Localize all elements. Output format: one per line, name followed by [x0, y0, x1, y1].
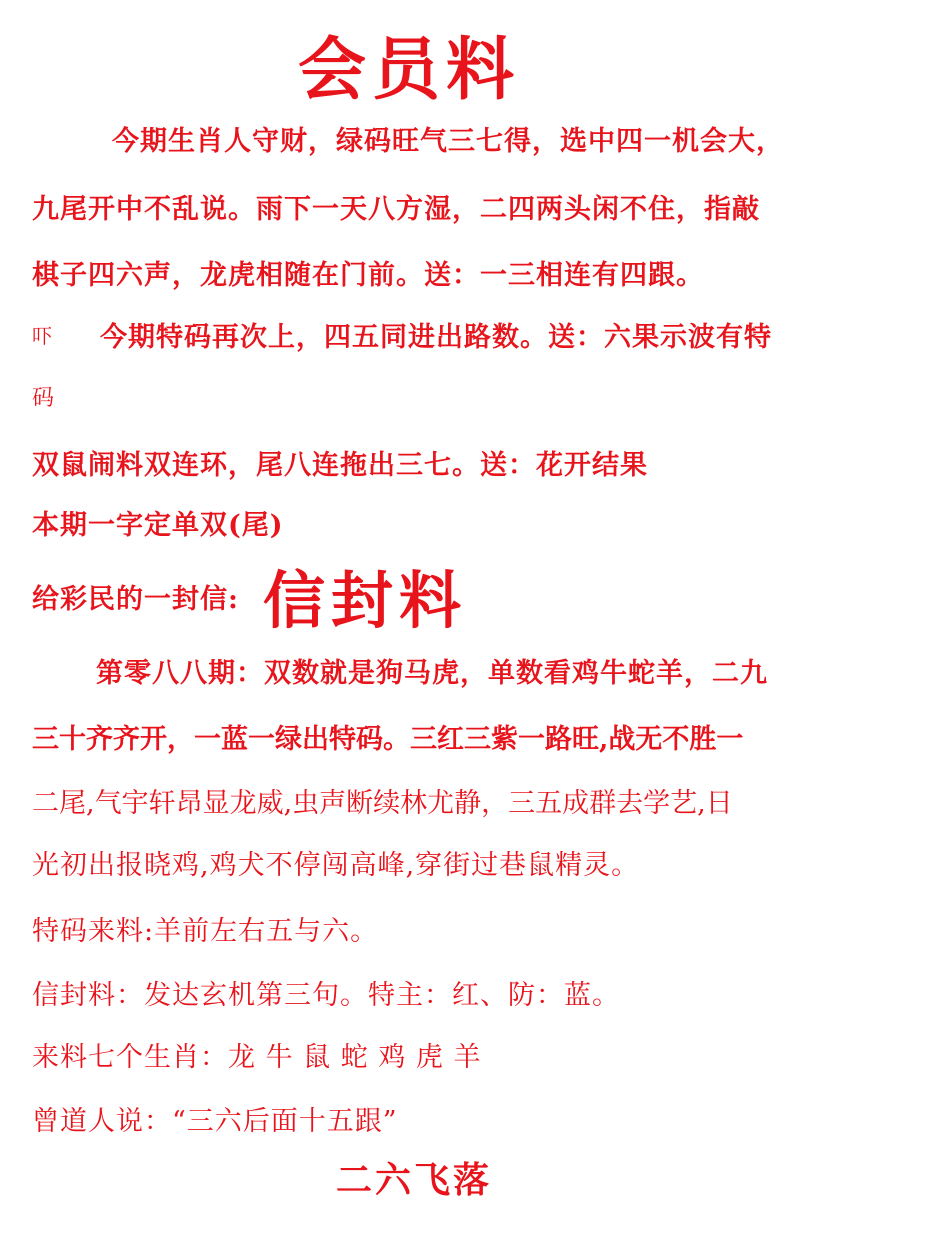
letter-title: 信封料 [262, 564, 467, 637]
letter-heading [32, 564, 467, 637]
member-line-7: 本期一字定单双(尾) [32, 510, 284, 541]
member-line-4-prefix: 吓 [32, 324, 53, 348]
letter-line-3: 二尾,气宇轩昂显龙威,虫声断续林尤静，三五成群去学艺,日 [32, 788, 733, 819]
letter-line-7: 来料七个生肖：龙 牛 鼠 蛇 鸡 虎 羊 [32, 1042, 482, 1073]
letter-line-1: 第零八八期：双数就是狗马虎，单数看鸡牛蛇羊，二九 [96, 658, 768, 689]
letter-line-6: 信封料：发达玄机第三句。特主：红、防：蓝。 [32, 980, 620, 1011]
letter-line-2: 三十齐齐开，一蓝一绿出特码。三红三紫一路旺,战无不胜一 [32, 724, 744, 755]
letter-line-5: 特码来料:羊前左右五与六。 [32, 916, 379, 947]
letter-line-8: 曾道人说：“三六后面十五跟” [32, 1106, 398, 1137]
member-line-6: 双鼠闹料双连环，尾八连拖出三七。送：花开结果 [32, 450, 648, 481]
member-line-2: 九尾开中不乱说。雨下一天八方湿，二四两头闲不住，指敲 [32, 194, 760, 225]
member-title: 会员料 [298, 30, 521, 110]
footer-title: 二六飞落 [336, 1159, 493, 1201]
member-line-3: 棋子四六声，龙虎相随在门前。送：一三相连有四跟。 [32, 260, 704, 291]
letter-line-4: 光初出报晓鸡,鸡犬不停闯高峰,穿街过巷鼠精灵。 [32, 850, 640, 881]
member-line-4: 今期特码再次上，四五同进出路数。送：六果示波有特 [100, 322, 772, 353]
letter-label: 给彩民的一封信: [32, 584, 239, 615]
member-line-1: 今期生肖人守财，绿码旺气三七得，选中四一机会大， [112, 126, 784, 157]
member-line-5: 码 [32, 386, 56, 411]
